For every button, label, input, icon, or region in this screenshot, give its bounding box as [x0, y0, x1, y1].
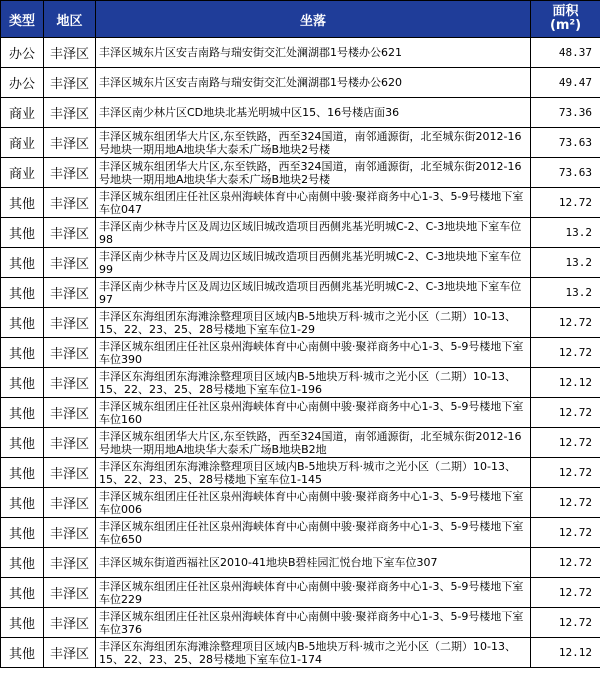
table-row: [1, 38, 600, 68]
cell-area: 12.72: [531, 518, 600, 548]
cell-area: 13.2: [531, 218, 600, 248]
location-text: 丰泽区南少林片区CD地块北基光明城中区15、16号楼店面36: [99, 106, 400, 119]
cell-type: 其他: [1, 218, 44, 248]
location-text: 丰泽区南少林寺片区及周边区域旧城改造项目西侧兆基光明城C-2、C-3地块地下室车位97: [99, 279, 522, 306]
cell-area: 73.63: [531, 128, 600, 158]
cell-location: [96, 548, 531, 578]
cell-location: [96, 128, 531, 158]
location-text: 丰泽区城东街道西福社区2010-41地块B碧桂园汇悦台地下室车位307: [99, 556, 438, 569]
table-row: [1, 98, 600, 128]
cell-location: [96, 368, 531, 398]
header-area: [531, 1, 600, 38]
location-text: 丰泽区城东组团庄任社区泉州海峡体育中心南侧中骏·聚祥商务中心1-3、5-9号楼地下室车位390: [99, 339, 524, 366]
cell-area: 12.72: [531, 308, 600, 338]
cell-location: [96, 218, 531, 248]
location-text: 丰泽区城东组团庄任社区泉州海峡体育中心南侧中骏·聚祥商务中心1-3、5-9号楼地下室车位229: [99, 579, 524, 606]
cell-area: 12.12: [531, 638, 600, 668]
cell-type: 其他: [1, 608, 44, 638]
cell-location: [96, 278, 531, 308]
cell-area: 13.2: [531, 248, 600, 278]
location-text: 丰泽区城东组团庄任社区泉州海峡体育中心南侧中骏·聚祥商务中心1-3、5-9号楼地下室车位006: [99, 489, 524, 516]
cell-district: 丰泽区: [44, 548, 96, 578]
cell-district: 丰泽区: [44, 458, 96, 488]
cell-area: 48.37: [531, 38, 600, 68]
table-row: [1, 398, 600, 428]
table-row: [1, 458, 600, 488]
header-area-label: 面积: [552, 4, 579, 19]
cell-area: 73.63: [531, 158, 600, 188]
table-row: [1, 218, 600, 248]
table-row: [1, 68, 600, 98]
cell-district: 丰泽区: [44, 428, 96, 458]
cell-type: 商业: [1, 98, 44, 128]
cell-type: 其他: [1, 458, 44, 488]
cell-location: [96, 188, 531, 218]
cell-type: 其他: [1, 428, 44, 458]
cell-district: 丰泽区: [44, 518, 96, 548]
table-row: [1, 488, 600, 518]
cell-area: 12.72: [531, 338, 600, 368]
cell-district: 丰泽区: [44, 218, 96, 248]
cell-district: 丰泽区: [44, 38, 96, 68]
table-row: [1, 518, 600, 548]
cell-type: 其他: [1, 308, 44, 338]
cell-area: 12.72: [531, 398, 600, 428]
cell-type: 其他: [1, 638, 44, 668]
cell-type: 其他: [1, 338, 44, 368]
location-text: 丰泽区城东组团庄任社区泉州海峡体育中心南侧中骏·聚祥商务中心1-3、5-9号楼地下室车位376: [99, 609, 524, 636]
table-row: [1, 248, 600, 278]
location-text: 丰泽区东海组团东海滩涂整理项目区域内B-5地块万科·城市之光小区（二期）10-13、15、22、23、25、28号楼地下室车位1-145: [99, 459, 516, 486]
cell-area: 12.72: [531, 578, 600, 608]
cell-district: 丰泽区: [44, 338, 96, 368]
table-row: [1, 338, 600, 368]
cell-area: 13.2: [531, 278, 600, 308]
cell-type: 其他: [1, 188, 44, 218]
cell-area: 12.12: [531, 368, 600, 398]
cell-district: 丰泽区: [44, 578, 96, 608]
cell-district: 丰泽区: [44, 488, 96, 518]
cell-district: 丰泽区: [44, 308, 96, 338]
table-row: [1, 278, 600, 308]
cell-location: [96, 248, 531, 278]
cell-district: 丰泽区: [44, 638, 96, 668]
cell-location: [96, 638, 531, 668]
cell-district: 丰泽区: [44, 188, 96, 218]
cell-district: 丰泽区: [44, 128, 96, 158]
cell-district: 丰泽区: [44, 98, 96, 128]
cell-location: [96, 38, 531, 68]
cell-type: 其他: [1, 278, 44, 308]
cell-area: 12.72: [531, 548, 600, 578]
cell-type: 其他: [1, 398, 44, 428]
table-row: [1, 578, 600, 608]
cell-location: [96, 578, 531, 608]
header-location: 坐落: [96, 1, 531, 38]
cell-type: 其他: [1, 548, 44, 578]
cell-location: [96, 488, 531, 518]
cell-location: [96, 428, 531, 458]
cell-location: [96, 458, 531, 488]
location-text: 丰泽区东海组团东海滩涂整理项目区域内B-5地块万科·城市之光小区（二期）10-13、15、22、23、25、28号楼地下室车位1-29: [99, 309, 516, 336]
cell-type: 其他: [1, 488, 44, 518]
cell-district: 丰泽区: [44, 278, 96, 308]
table-row: [1, 368, 600, 398]
cell-area: 12.72: [531, 458, 600, 488]
cell-type: 其他: [1, 518, 44, 548]
cell-type: 商业: [1, 128, 44, 158]
location-text: 丰泽区东海组团东海滩涂整理项目区域内B-5地块万科·城市之光小区（二期）10-13、15、22、23、25、28号楼地下室车位1-174: [99, 639, 516, 666]
table-row: [1, 308, 600, 338]
table-row: [1, 638, 600, 668]
table-row: [1, 428, 600, 458]
location-text: 丰泽区城东片区安吉南路与瑞安街交汇处澜湖郡1号楼办公620: [99, 76, 402, 89]
cell-district: 丰泽区: [44, 608, 96, 638]
location-text: 丰泽区城东组团庄任社区泉州海峡体育中心南侧中骏·聚祥商务中心1-3、5-9号楼地下室车位650: [99, 519, 524, 546]
cell-area: 12.72: [531, 188, 600, 218]
cell-type: 其他: [1, 248, 44, 278]
location-text: 丰泽区南少林寺片区及周边区域旧城改造项目西侧兆基光明城C-2、C-3地块地下室车位99: [99, 249, 522, 276]
cell-area: 49.47: [531, 68, 600, 98]
cell-area: 12.72: [531, 608, 600, 638]
cell-type: 商业: [1, 158, 44, 188]
header-area-unit: (m²): [549, 18, 582, 33]
cell-location: [96, 338, 531, 368]
cell-area: 73.36: [531, 98, 600, 128]
location-text: 丰泽区城东组团华大片区,东至铁路，西至324国道，南邻通源街，北至城东街2012-16号地块一期用地A地块华大泰禾广场B地块2号楼: [99, 159, 522, 186]
cell-location: [96, 398, 531, 428]
cell-location: [96, 518, 531, 548]
cell-type: 其他: [1, 578, 44, 608]
location-text: 丰泽区城东组团华大片区,东至铁路，西至324国道，南邻通源街，北至城东街2012-16号地块一期用地A地块华大泰禾广场B地块2号楼: [99, 129, 522, 156]
cell-district: 丰泽区: [44, 248, 96, 278]
cell-location: [96, 68, 531, 98]
location-text: 丰泽区城东组团华大片区,东至铁路，西至324国道，南邻通源街，北至城东街2012-16号地块一期用地A地块华大泰禾广场B地块B2地: [99, 429, 522, 456]
location-text: 丰泽区城东组团庄任社区泉州海峡体育中心南侧中骏·聚祥商务中心1-3、5-9号楼地下室车位160: [99, 399, 524, 426]
cell-district: 丰泽区: [44, 158, 96, 188]
location-text: 丰泽区东海组团东海滩涂整理项目区域内B-5地块万科·城市之光小区（二期）10-13、15、22、23、25、28号楼地下室车位1-196: [99, 369, 516, 396]
cell-district: 丰泽区: [44, 368, 96, 398]
cell-location: [96, 608, 531, 638]
cell-type: 办公: [1, 68, 44, 98]
table-row: [1, 128, 600, 158]
cell-location: [96, 158, 531, 188]
header-row: [1, 1, 600, 38]
cell-location: [96, 308, 531, 338]
cell-area: 12.72: [531, 488, 600, 518]
cell-location: [96, 98, 531, 128]
header-district: 地区: [44, 1, 96, 38]
table-row: [1, 548, 600, 578]
table-row: [1, 158, 600, 188]
table-row: [1, 188, 600, 218]
cell-type: 办公: [1, 38, 44, 68]
cell-area: 12.72: [531, 428, 600, 458]
cell-district: 丰泽区: [44, 398, 96, 428]
header-type: 类型: [1, 1, 44, 38]
location-text: 丰泽区南少林寺片区及周边区域旧城改造项目西侧兆基光明城C-2、C-3地块地下室车位98: [99, 219, 522, 246]
location-text: 丰泽区城东片区安吉南路与瑞安街交汇处澜湖郡1号楼办公621: [99, 46, 402, 59]
cell-type: 其他: [1, 368, 44, 398]
location-text: 丰泽区城东组团庄任社区泉州海峡体育中心南侧中骏·聚祥商务中心1-3、5-9号楼地下室车位047: [99, 189, 524, 216]
cell-district: 丰泽区: [44, 68, 96, 98]
table-row: [1, 608, 600, 638]
